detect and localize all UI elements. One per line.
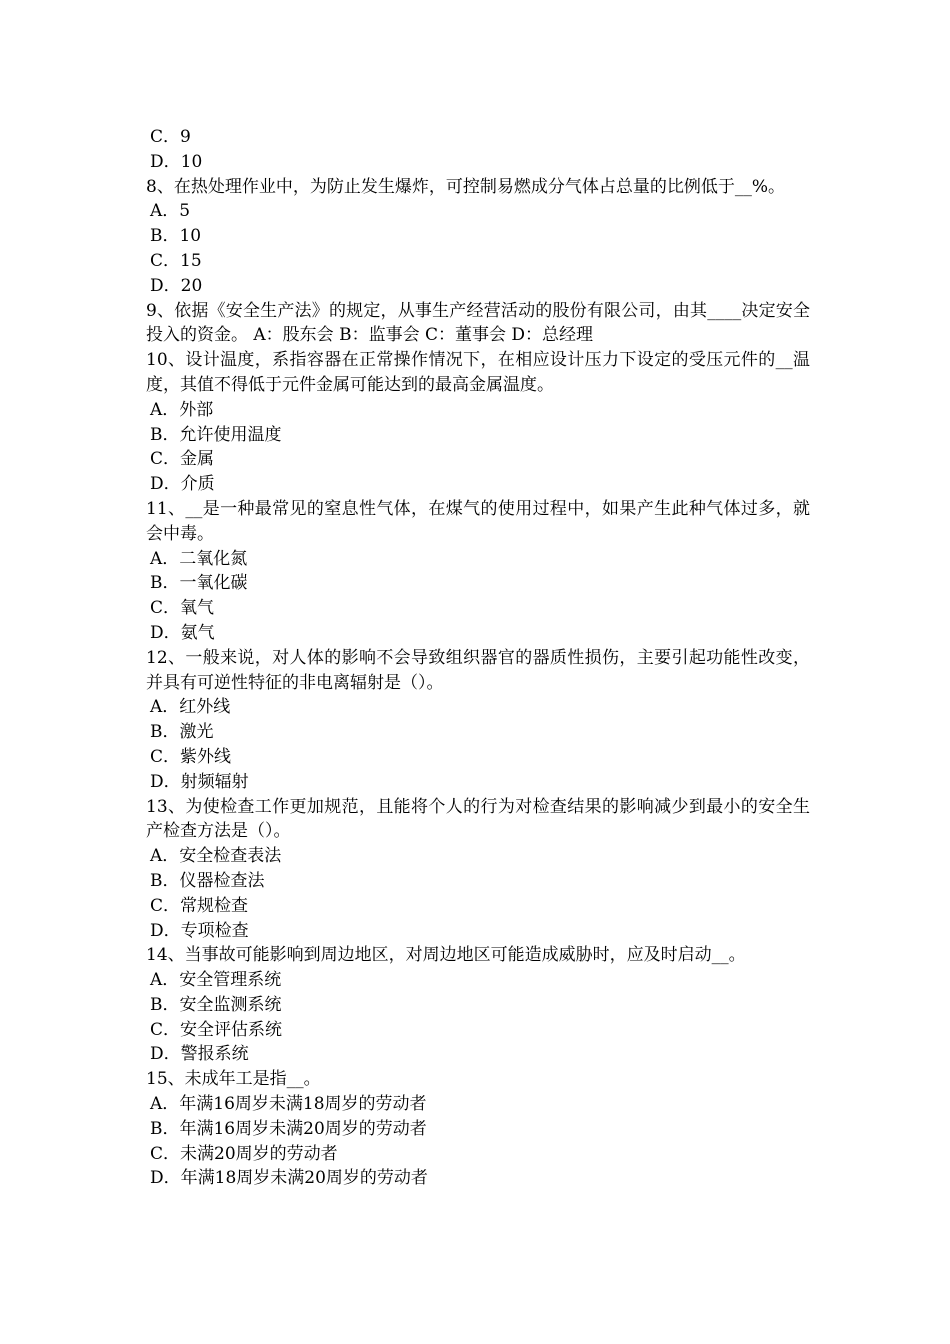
option-line: D．20 xyxy=(150,275,203,296)
option-line: C．安全评估系统 xyxy=(150,1019,283,1040)
question-12: 12、一般来说，对人体的影响不会导致组织器官的器质性损伤，主要引起功能性改变，并具有可逆性特征的非电离辐射是（）。 xyxy=(146,647,810,693)
option-line: B．安全监测系统 xyxy=(150,994,282,1015)
question-13: 13、为使检查工作更加规范，且能将个人的行为对检查结果的影响减少到最小的安全生产检查方法是（）。 xyxy=(146,796,810,842)
option-line: B．允许使用温度 xyxy=(150,424,282,445)
option-line: A．5 xyxy=(150,201,191,222)
option-line: D．介质 xyxy=(150,474,215,495)
option-line: C．常规检查 xyxy=(150,895,249,916)
option-line: B．一氧化碳 xyxy=(150,573,248,594)
option-line: A．二氧化氮 xyxy=(150,548,248,569)
option-line: C．15 xyxy=(150,250,202,271)
option-line: C．9 xyxy=(150,127,191,147)
question-10: 10、设计温度，系指容器在正常操作情况下，在相应设计压力下设定的受压元件的__温度，其值不得低于元件金属可能达到的最高金属温度。 xyxy=(146,350,810,395)
option-line: D．氨气 xyxy=(150,622,215,643)
option-line: D．年满18周岁未满20周岁的劳动者 xyxy=(150,1168,428,1189)
option-line: D．警报系统 xyxy=(150,1044,249,1065)
option-line: C．紫外线 xyxy=(150,746,232,767)
option-line: A．安全管理系统 xyxy=(150,970,282,991)
option-line: B．仪器检查法 xyxy=(150,870,265,891)
option-line: A．安全检查表法 xyxy=(150,846,282,867)
option-line: A．红外线 xyxy=(150,697,231,718)
question-11: 11、__是一种最常见的窒息性气体，在煤气的使用过程中，如果产生此种气体过多，就会中毒。 xyxy=(146,498,810,544)
question-14: 14、当事故可能影响到周边地区，对周边地区可能造成威胁时，应及时启动__。 xyxy=(146,945,746,966)
option-line: C．金属 xyxy=(150,449,215,470)
option-line: D．10 xyxy=(150,151,203,172)
option-line: D．射频辐射 xyxy=(150,771,249,792)
question-15: 15、未成年工是指__。 xyxy=(146,1069,321,1090)
question-list xyxy=(146,125,810,1191)
question-8: 8、在热处理作业中，为防止发生爆炸，可控制易燃成分气体占总量的比例低于__%。 xyxy=(146,176,785,197)
option-line: B．10 xyxy=(150,226,202,247)
question-9: 9、依据《安全生产法》的规定，从事生产经营活动的股份有限公司，由其____决定安全投入的资金。 A：股东会 B：监事会 C：董事会 D：总经理 xyxy=(146,300,810,346)
option-line: C．氧气 xyxy=(150,598,215,619)
option-line: B．激光 xyxy=(150,722,214,743)
option-line: A．外部 xyxy=(150,399,214,420)
option-line: D．专项检查 xyxy=(150,920,249,941)
option-line: B．年满16周岁未满20周岁的劳动者 xyxy=(150,1118,427,1139)
option-line: A．年满16周岁未满18周岁的劳动者 xyxy=(150,1094,427,1115)
option-line: C．未满20周岁的劳动者 xyxy=(150,1143,338,1164)
